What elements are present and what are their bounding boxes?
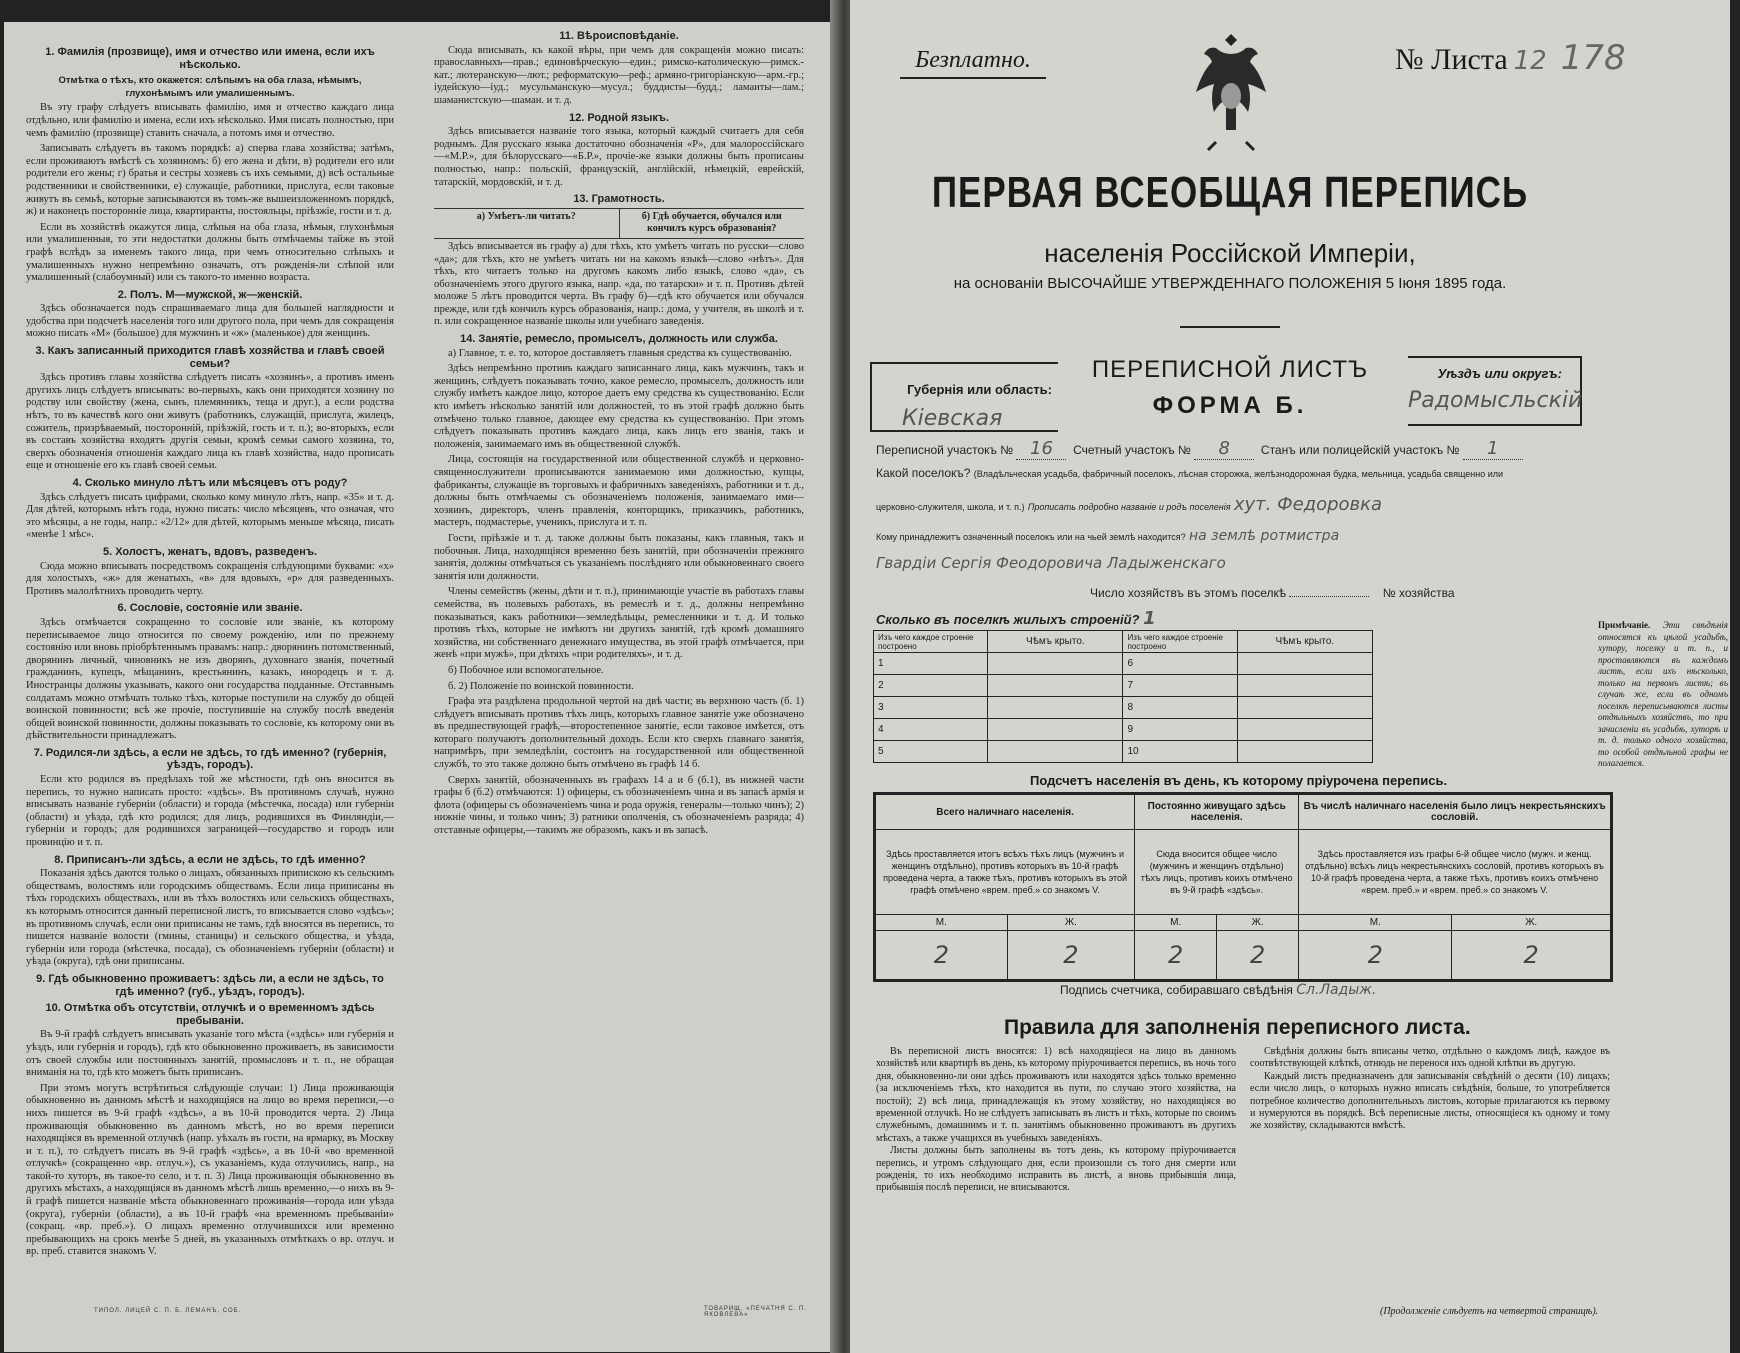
heading-13: 13. Грамотность. xyxy=(573,193,665,206)
document-title: ПЕРВАЯ ВСЕОБЩАЯ ПЕРЕПИСЬ xyxy=(931,168,1529,217)
province-box xyxy=(870,362,1058,432)
printer-footer-left: ТИПОЛ. ЛИЦЕЙ С. П. Б. ЛЕМАНЪ, СОБ. xyxy=(94,1308,242,1314)
uezd-box xyxy=(1408,356,1582,426)
document-subtitle: населенія Россійской Имперіи, xyxy=(1044,238,1416,268)
paragraph: Сверхъ занятій, обозначенныхъ въ графахъ 14 а и б (б.1), въ нижней части графы б (б.2) отмѣчаются: 1) офицеры, съ обозначеніемъ чина и въ запасѣ армія и флота (офицеры съ обозначеніемъ чина и рода оружія, генералы—только чинъ); 2) нижніе чины, и только чинъ; 3) ратники ополченія, съ обозначеніемъ разряда; 4) отставные офицеры,—такимъ же образомъ, какъ и въ запасѣ. xyxy=(434,774,804,837)
heading-9: 9. Гдѣ обыкновенно проживаетъ: здѣсь ли, а если не здѣсь, то гдѣ именно? (губ., уѣздъ, городъ). xyxy=(36,972,384,998)
count-header-nonpeasant: Въ числѣ наличнаго населенія было лицъ некрестьянскихъ сословій. xyxy=(1299,794,1612,830)
stan-label: Станъ или полицейскій участокъ № xyxy=(1260,443,1460,457)
bld-row-num: 9 xyxy=(1123,719,1237,741)
owner-label: Кому принадлежитъ означенный поселокъ или на чьей землѣ находится? xyxy=(876,532,1186,542)
bld-row-num: 2 xyxy=(874,675,988,697)
owner-value-2: Гвардіи Сергія Феодоровича Ладыженскаго xyxy=(876,554,1226,572)
count-value: 2 xyxy=(1299,931,1452,981)
household-no-label: № хозяйства xyxy=(1382,586,1455,600)
settlement-line-2 xyxy=(876,494,1382,515)
settlement-hint: Прописать подробно названіе и родъ поселенія xyxy=(1027,502,1231,512)
bld-row-num: 10 xyxy=(1123,741,1237,763)
col-female: Ж. xyxy=(1217,915,1299,931)
buildings-value: 1 xyxy=(1143,608,1156,629)
paragraph: б. 2) Положеніе по воинской повинности. xyxy=(448,680,634,692)
paragraph: Сюда вписывать, къ какой вѣры, при чемъ для сокращенія можно писать: православныхъ—прав.; единовѣрческую—един.; римско-католическую—римск.-кат.; лютеранскую—лют.; реформатскую—реф.; армяно-григоріанскую—арм.-гр.; іудейскую—іуд.; мусульманскую—мусул.; буддисты—будд.; ламаиты—лам.; шаманистскую—шаман. и т. д. xyxy=(434,44,804,106)
table-row xyxy=(874,675,1373,697)
left-column-1 xyxy=(26,42,394,1312)
rules-title: Правила для заполненія переписного листа. xyxy=(1004,1016,1471,1039)
count-district-value: 8 xyxy=(1194,438,1254,460)
settlement-types: (Владѣльческая усадьба, фабричный поселокъ, лѣсная сторожка, желѣзнодорожная будка, мельница, усадьба священно или xyxy=(973,469,1504,479)
heading-8: 8. Приписанъ-ли здѣсь, а если не здѣсь, то гдѣ именно? xyxy=(54,853,366,866)
rules-continuation: (Продолженіе слѣдуетъ на четвертой страницѣ). xyxy=(1380,1306,1599,1317)
sheet-label: № Листа xyxy=(1395,43,1508,76)
heading-10: 10. Отмѣтка объ отсутствіи, отлучкѣ и о временномъ здѣсь пребываніи. xyxy=(45,1002,375,1027)
paragraph: а) Главное, т. е. то, которое доставляетъ главныя средства къ существованію. xyxy=(448,347,792,359)
count-value: 2 xyxy=(1452,931,1612,981)
double-headed-eagle-emblem xyxy=(1186,26,1276,154)
buildings-note xyxy=(1598,620,1728,770)
col-female: Ж. xyxy=(1007,915,1135,931)
census-district-label: Переписной участокъ № xyxy=(876,443,1014,457)
paragraph: Здѣсь вписывается названіе того языка, который каждый считаетъ для себя роднымъ. Для русскаго языка достаточно обозначенія «Р», для малороссійскаго—«М.Р.», для бѣлорусскаго—«Б.Р.», прочіе-же языки должны быть прописаны полностью, напр.: польскій, французскій, англійскій, нѣмецкій, еврейскій, татарскій, мордовскій, и т. д. xyxy=(434,126,804,188)
bld-header-roof-2: Чѣмъ крыто. xyxy=(1237,631,1372,653)
literacy-sub-a: а) Умѣетъ-ли читать? xyxy=(434,209,620,238)
left-page xyxy=(4,22,844,1352)
count-value: 2 xyxy=(875,931,1008,981)
note-text: Эти свѣдѣнія относятся къ цѣлой усадьбѣ, хутору, поселку и т. п., и проставляются въ каждомъ листѣ, если ихъ нѣсколько, только на первомъ листѣ; въ случаѣ же, если въ одномъ поселкѣ переписываются листы отдѣльныхъ хозяйствъ, то при зачисленіи въ усадьбѣ, хуторѣ и т. д. только одного хозяйства, то особой отдѣльной графы не полагается. xyxy=(1598,620,1728,768)
paragraph: Показанія здѣсь даются только о лицахъ, обязанныхъ припискою къ сельскимъ обществамъ, волостямъ или городскимъ обществамъ. Если лица приписаны въ тѣхъ городскихъ обществахъ, или въ тѣхъ волостяхъ или сельскихъ обществахъ, къ которымъ относится данный переписной листъ, то вписывается слово «здѣсь»; въ противномъ случаѣ, если они приписаны не тамъ, гдѣ вносятся въ перепись, то пишется названіе волости (гмины, станицы) и сельского общества, и уѣзда, губерніи или города (мѣстечка, посада), съ обозначеніемъ губерніи (области) и уѣзда (округа), гдѣ они приписаны. xyxy=(26,868,394,968)
table-row xyxy=(874,719,1373,741)
table-row xyxy=(874,697,1373,719)
col-female: Ж. xyxy=(1452,915,1612,931)
paragraph: Здѣсь непремѣнно противъ каждаго записаннаго лица, какъ мужчинъ, такъ и женщинъ, слѣдуетъ показывать точно, какое ремесло, промыселъ, должность или службу имѣетъ каждое лицо, которое даетъ ему средства къ существованію. Если кто имѣетъ нѣсколько занятій или должностей, то въ этой графѣ должно быть отмѣчено только главное, дающее ему средства къ существованію. При этомъ слѣдуетъ показывать противъ каждаго лица, какъ лицъ его званія, такъ и положенія, занимаемаго имъ въ общественной службѣ. xyxy=(434,363,804,450)
paragraph: Если въ хозяйствѣ окажутся лица, слѣпыя на оба глаза, нѣмыя, глухонѣмыя или умалишенныя, то эти недостатки должны быть отмѣчаемы тайже въ этой графѣ вслѣдъ за именемъ такого лица, при чемъ относительно слѣпыхъ и умалишенныхъ нужно непремѣнно означать, отъ рожденія-ли слѣпой или умалишенный (слабоумный) или съ такого-то именно возраста. xyxy=(26,221,394,284)
bld-row-num: 3 xyxy=(874,697,988,719)
paragraph: Листы должны быть заполнены въ тотъ день, къ которому пріурочивается перепись, и утромъ слѣдующаго дня, если произошли съ того дня смерти или рожденія, то ихъ необходимо исправить въ листѣ, а вновь прибывшія лица, прибывшія послѣ переписи, не вписываются. xyxy=(876,1145,1236,1194)
bld-row-num: 1 xyxy=(874,653,988,675)
buildings-label: Сколько въ поселкѣ жилыхъ строеній? xyxy=(876,612,1140,627)
literacy-sub-b: б) Гдѣ обучается, обучался или кончилъ курсъ образованія? xyxy=(641,210,782,235)
uezd-value: Радомысльскій xyxy=(1408,388,1583,413)
households-label: Число хозяйствъ въ этомъ поселкѣ xyxy=(1090,586,1287,600)
heading-14: 14. Занятіе, ремесло, промыселъ, должность или служба. xyxy=(460,333,778,346)
form-type: ФОРМА Б. xyxy=(1152,392,1308,419)
paragraph: Здѣсь слѣдуетъ писать цифрами, сколько кому минуло лѣтъ, напр. «35» и т. д. Для дѣтей, которымъ нѣтъ года, нужно писать: число мѣсяцевъ, что означая, что это мѣсяцы, а не годы, напр.: «2/12» для дѣтей, которымъ меньше мѣсяца, писать «менѣе 1 мѣс». xyxy=(26,491,394,541)
paragraph: Здѣсь отмѣчается сокращенно то сословіе или званіе, къ которому переписываемое лицо относится по своему рожденію, или по прежнему состоянію или вновь пріобрѣтеннымъ правамъ: напр.: дворянинъ потомственный, дворянинъ личный, чиновникъ не изъ дворянъ, духовнаго званія, почетный гражданинъ, купецъ, мѣщанинъ, крестьянинъ, казакъ, инородецъ и т. д. Иностранцы должны указывать, какого они государства подданные. Отставнымъ солдатамъ можно отмѣчать только тѣхъ, которые поступили на службу до общей воинской повинности; всѣ же прочіе, поступившіе на службу послѣ введенія общей воинской повинности, должны показывать то сословіе, къ которому они въ дѣйствительности принадлежатъ. xyxy=(26,616,394,742)
count-desc-total: Здѣсь проставляется итогъ всѣхъ тѣхъ лицъ (мужчинъ и женщинъ отдѣльно), противъ которыхъ въ 10-й графѣ проведена черта, а также тѣхъ, противъ которыхъ въ этой графѣ отмѣчено «врем. преб.» со знакомъ V. xyxy=(875,830,1135,915)
uezd-label: Уѣздъ или округъ: xyxy=(1437,366,1562,381)
form-title: ПЕРЕПИСНОЙ ЛИСТЪ xyxy=(1091,356,1369,383)
table-row xyxy=(874,653,1373,675)
form-title-block xyxy=(1070,352,1390,424)
paragraph: б) Побочное или вспомогательное. xyxy=(448,664,604,676)
census-district-value: 16 xyxy=(1016,438,1066,460)
count-district-label: Счетный участокъ № xyxy=(1073,443,1191,457)
households-line xyxy=(1090,586,1455,600)
count-title: Подсчетъ населенія въ день, къ которому пріурочена перепись. xyxy=(1030,773,1448,788)
stan-value: 1 xyxy=(1463,438,1523,460)
settlement-value: хут. Федоровка xyxy=(1233,494,1383,515)
heading-6: 6. Сословіе, состояніе или званіе. xyxy=(117,602,303,615)
legal-basis: на основаніи ВЫСОЧАЙШЕ УТВЕРЖДЕННАГО ПОЛОЖЕНІЯ 5 Іюня 1895 года. xyxy=(953,275,1507,292)
heading-2: 2. Полъ. М—мужской, ж—женскій. xyxy=(117,288,303,301)
sheet-handwritten: 12 xyxy=(1513,46,1547,76)
paragraph: Здѣсь противъ главы хозяйства слѣдуетъ писать «хозяинъ», а противъ именъ другихъ лицъ слѣдуетъ вписывать: во-первыхъ, какъ они приходятся хозяину по родству или свойству (жена, сынъ, племянникъ, теща и друг.), а если родства нѣтъ, то въ качествѣ кого они живутъ (работникъ, служащій, прислуга, жилецъ, сожитель, призрѣваемый, посторонній, пріѣзжій, гость и т. п.); во-вторыхъ, если въ составъ хозяйства входятъ другія семьи, кромѣ семьи самого хозяина, то, сверхъ обозначенія отношенія каждаго лица къ главѣ хозяйства, надо прописать еще и отношеніе его къ главѣ своей семьи. xyxy=(26,372,394,472)
col-male: М. xyxy=(1299,915,1452,931)
bld-row-num: 5 xyxy=(874,741,988,763)
count-value: 2 xyxy=(1007,931,1135,981)
signature-value: Сл.Ладыж. xyxy=(1296,982,1377,998)
heading-4: 4. Сколько минуло лѣтъ или мѣсяцевъ отъ роду? xyxy=(72,477,348,489)
bld-row-num: 8 xyxy=(1123,697,1237,719)
heading-12: 12. Родной языкъ. xyxy=(568,111,669,124)
bld-header-material: Изъ чего каждое строеніе построено xyxy=(874,631,988,653)
signature-label: Подпись счетчика, собиравшаго свѣдѣнія xyxy=(1060,983,1293,997)
owner-value: на землѣ ротмистра xyxy=(1188,528,1340,544)
free-stamp: Безплатно. xyxy=(900,47,1046,79)
count-header-total: Всего наличнаго населенія. xyxy=(875,794,1135,830)
col-male: М. xyxy=(875,915,1008,931)
note-title: Примѣчаніе. xyxy=(1598,620,1651,630)
sheet-number xyxy=(1395,38,1626,78)
heading-7: 7. Родился-ли здѣсь, а если не здѣсь, то гдѣ именно? (губернія, уѣздъ, городъ). xyxy=(33,746,387,772)
population-count-table xyxy=(873,792,1613,982)
paragraph: Члены семействъ (жены, дѣти и т. п.), принимающіе участіе въ работахъ главы семейства, въ полевыхъ работахъ, въ ремеслѣ и т. д., должны непремѣнно показываться, какъ работники—земледѣльцы, ремесленники и т. д. И только противъ тѣхъ, которые не имѣютъ ни другихъ занятій, гдѣ кромѣ домашняго хозяйства, ни собственнаго денежнаго имущества, въ этой графѣ отмѣчается, при женѣ «при мужѣ», при дѣтяхъ «при родителяхъ», и т. д. xyxy=(434,586,804,661)
paragraph: Здѣсь обозначается подъ спрашиваемаго лица для большей наглядности и удобства при подсчетѣ населенія того или другого пола, при чемъ для сокращенія можно писать «М» (большое) для мужчинъ и «ж» (маленькое) для женщинъ. xyxy=(26,303,394,340)
paragraph: Гости, пріѣзжіе и т. д. также должны быть показаны, какъ главныя, такъ и побочныя. Лица, находящіяся временно безъ занятій, при обозначеніи прежняго занятія, должны отмѣчаться съ указаніемъ послѣдняго или обыкновеннаго своего занятія или должности. xyxy=(434,532,804,582)
heading-11: 11. Вѣроисповѣданіе. xyxy=(559,30,679,42)
paragraph: Лица, состоящія на государственной или общественной службѣ и церковно-священнослужители прописываются занимаемою ими должностью, купцы, фабриканты, служащіе въ торговыхъ и фабричныхъ заведеніяхъ, работники и т. д., должны быть отмѣчаемы съ обозначеніемъ положенія, занимаемаго ими—хозяинъ, директоръ, членъ правленія, конторщикъ, приказчикъ, работникъ, мастеръ, подмастерье, ученикъ, прислуга и т. п. xyxy=(434,454,804,529)
divider xyxy=(1180,326,1280,328)
settlement-label: Какой поселокъ? xyxy=(876,466,971,480)
paragraph: Если кто родился въ предѣлахъ той же мѣстности, гдѣ онъ вносится въ перепись, то нужно написать просто: «здѣсь». Въ противномъ случаѣ, нужно вписывать названіе губерніи (области) и города (мѣстечка, посада) или губерніи (области) и уѣзда, гдѣ кто родился; для лицъ, родившихся въ Финляндіи,—губерніи и городъ; для родившихся заграницей—государство и городъ или провинцію и т. п. xyxy=(26,774,394,849)
districts-line xyxy=(876,438,1523,460)
literacy-subheads xyxy=(434,208,804,239)
bld-header-roof: Чѣмъ крыто. xyxy=(988,631,1123,653)
buildings-line xyxy=(876,608,1156,629)
printer-footer-right: ТОВАРИЩ. «ПЕЧАТНЯ С. П. ЯКОВЛЕВА» xyxy=(704,1306,807,1318)
heading-1: 1. Фамилія (прозвище), имя и отчество или имена, если ихъ нѣсколько. xyxy=(45,46,375,71)
rules-column-2 xyxy=(1250,1046,1610,1316)
bld-row-num: 6 xyxy=(1123,653,1237,675)
count-value: 2 xyxy=(1217,931,1299,981)
paragraph: Графа эта раздѣлена продольной чертой на двѣ части; въ верхнюю часть (б. 1) слѣдуетъ вписывать противъ тѣхъ лицъ, которыхъ главное занятіе уже обозначено въ предшествующей графѣ,—второстепенное занятіе, если таковое имѣется, отъ котораго получаютъ дополнительный доходъ. Если кто сверхъ главнаго занятія, напримѣръ, при земледѣліи, состоитъ на государственной или общественной службѣ, то это также должно быть отмѣчено въ графѣ 14 б. xyxy=(434,696,804,771)
paragraph: При этомъ могутъ встрѣтиться слѣдующіе случаи: 1) Лица проживающія обыкновенно въ данномъ мѣстѣ и находящіяся на лицо во время переписи,—о нихъ пишется въ 9-й графѣ «здѣсь», а въ 10-й проводится черта. 2) Лица проживающія обыкновенно въ данномъ мѣстѣ, но во время переписи находящіяся въ временной отлучкѣ (напр. уѣхалъ въ гости, на ярмарку, въ Москву и т. п.), то слѣдуетъ писать въ 9-й графѣ «здѣсь», а въ 10-й «во временной отлучкѣ» (сокращенно «вр. отлуч.»), съ указаніемъ, куда отлучились, напр., на такой-то хуторъ, въ такое-то село, и т. п. 3) Лица проживающія обыкновенно въ другихъ мѣстахъ, а находящіяся въ данномъ мѣстѣ лишь временно,—о нихъ въ 9-й графѣ пишется названіе мѣста обыкновеннаго проживанія—города или уѣзда (округа), губерніи (области), а въ 10-й графѣ «на временномъ пребываніи» (сокращ. «вр. преб.»). О лицахъ временно отлучившихся или временно пребывающихъ на срокъ менѣе 5 дней, въ указанныхъ отмѣткахъ о вр. отлуч. и вр. преб. ставится знакомъ V. xyxy=(26,1082,394,1258)
paragraph: Въ эту графу слѣдуетъ вписывать фамилію, имя и отчество каждаго лица отдѣльно, или фамилію и имена, если ихъ нѣсколько. Имя писать полностью, при чемъ фамилію (прозвище) ставить сначала, а потомъ имя и отчество. xyxy=(26,102,394,139)
bld-row-num: 4 xyxy=(874,719,988,741)
count-value: 2 xyxy=(1135,931,1217,981)
subheading-1: Отмѣтка о тѣхъ, кто окажется: слѣпымъ на оба глаза, нѣмымъ, глухонѣмымъ или умалишеннымъ. xyxy=(58,75,362,99)
archive-number: 178 xyxy=(1560,38,1626,78)
count-desc-nonpeasant: Здѣсь проставляется изъ графы 6-й общее число (мужч. и женщ. отдѣльно) всѣхъ лицъ некрестьянскихъ сословій, противъ которыхъ въ 10-й графѣ проведена черта, а также тѣхъ, противъ коихъ отмѣчено «врем. преб.» и «врем. преб.» со знакомъ V. xyxy=(1299,830,1612,915)
count-header-permanent: Постоянно живущаго здѣсь населенія. xyxy=(1135,794,1299,830)
households-value xyxy=(1289,596,1369,597)
rules-column-1 xyxy=(876,1046,1236,1326)
bld-row-num: 7 xyxy=(1123,675,1237,697)
settlement-line xyxy=(876,466,1503,480)
heading-5: 5. Холостъ, женатъ, вдовъ, разведенъ. xyxy=(102,545,318,558)
heading-3: 3. Какъ записанный приходится главѣ хозяйства и главѣ своей семьи? xyxy=(35,345,385,370)
paragraph: Сюда можно вписывать посредствомъ сокращенія слѣдующими буквами: «х» для холостыхъ, «ж» для женатыхъ, «в» для вдовыхъ, «р» для разведенныхъ. Противъ малолѣтнихъ проводить черту. xyxy=(26,560,394,597)
paragraph: Въ 9-й графѣ слѣдуетъ вписывать указаніе того мѣста («здѣсь» или губернія и уѣздъ, или губернія и городъ), гдѣ кто обыкновенно проживаетъ, въ зависимости отъ своей службы или постоянныхъ занятій, промысловъ и т. п., не обращая вниманія на то, гдѣ кто можетъ быть приписанъ. xyxy=(26,1029,394,1079)
paragraph: Каждый листъ предназначенъ для записыванія свѣдѣній о десяти (10) лицахъ; если число лицъ, о которыхъ нужно вписать свѣдѣнія, больше, то употребляется потребное количество дополнительныхъ листовъ, которые прилагаются къ первому и нумеруются въ порядкѣ. Всѣ переписные листы, относящіеся къ одному и тому же хозяйству, складываются вмѣстѣ. xyxy=(1250,1070,1610,1132)
settlement-types-2: церковно-служителя, школа, и т. п.) xyxy=(876,502,1025,512)
province-value: Кіевская xyxy=(902,406,1003,431)
buildings-table xyxy=(873,630,1373,763)
paragraph: Здѣсь вписывается въ графу а) для тѣхъ, кто умѣетъ читать по русски—слово «да»; для тѣхъ, кто не умѣетъ читать ни на какомъ языкѣ—слово «нѣтъ». Для тѣхъ, кто читаетъ только на другомъ какомъ либо языкѣ, слово «да», съ обозначеніемъ этого другого языка, напр. «да, по татарски» и т. п. Противъ дѣтей моложе 5 лѣтъ проводится черта. Въ графу б)—гдѣ кто обучается или обучался прежде, или гдѣ кончилъ курсъ образованія, напр.: дома, у учителя, въ школѣ и т. п. или сокращенное названіе школы или учебнаго заведенія. xyxy=(434,240,804,328)
table-row xyxy=(874,741,1373,763)
col-male: М. xyxy=(1135,915,1217,931)
count-desc-permanent: Сюда вносится общее число (мужчинъ и женщинъ отдѣльно) тѣхъ лицъ, противъ коихъ отмѣчено въ 9-й графѣ «здѣсь». xyxy=(1135,830,1299,915)
left-column-2 xyxy=(434,26,804,1306)
signature-line xyxy=(1060,982,1376,998)
bld-header-material-2: Изъ чего каждое строеніе построено xyxy=(1123,631,1237,653)
paragraph: Записывать слѣдуетъ въ такомъ порядкѣ: а) сперва глава хозяйства; затѣмъ, если проживаютъ вмѣстѣ съ хозяиномъ: б) его жена и дѣти, в) родители его или родители его жены; г) братья и сестры хозяевъ съ ихъ семьями, д) всѣ остальные родственники и свойственники, е) служащіе, работники, прислуга, если таковые живутъ въ семьѣ, которые записываются въ томъ-же вышеизложенномъ порядкѣ, ж) и наконецъ посторонніе лица, квартиранты, постояльцы, пріѣзжіе, гости и т. д. xyxy=(26,143,394,218)
province-label: Губернія или область: xyxy=(907,382,1052,397)
owner-line-2 xyxy=(876,554,1226,572)
owner-line xyxy=(876,528,1339,544)
paragraph: Свѣдѣнія должны быть вписаны четко, отдѣльно о каждомъ лицѣ, каждое въ соотвѣтствующей клѣткѣ, отнюдь не перенося ихъ одной клѣтки въ другую. xyxy=(1250,1046,1610,1070)
paragraph: Въ переписной листъ вносятся: 1) всѣ находящіеся на лицо въ данномъ хозяйствѣ или квартирѣ въ день, къ которому пріурочивается перепись, въ ночь того дня, обыкновенно-ли они здѣсь проживаютъ или находятся здѣсь только временно (за исключеніемъ тѣхъ, кто находится въ пути, по случаю этого хозяйства, на постой); 2) всѣ лица, принадлежащія къ этому хозяйству, но находящіяся во временной отлучкѣ. Но не слѣдуетъ записывать въ листъ и тѣхъ, которые по своимъ служебнымъ, домашнимъ и т. п. занятіямъ обыкновенно проживаютъ въ другихъ мѣстахъ, а также учащихся въ учебныхъ заведеніяхъ. xyxy=(876,1046,1236,1144)
